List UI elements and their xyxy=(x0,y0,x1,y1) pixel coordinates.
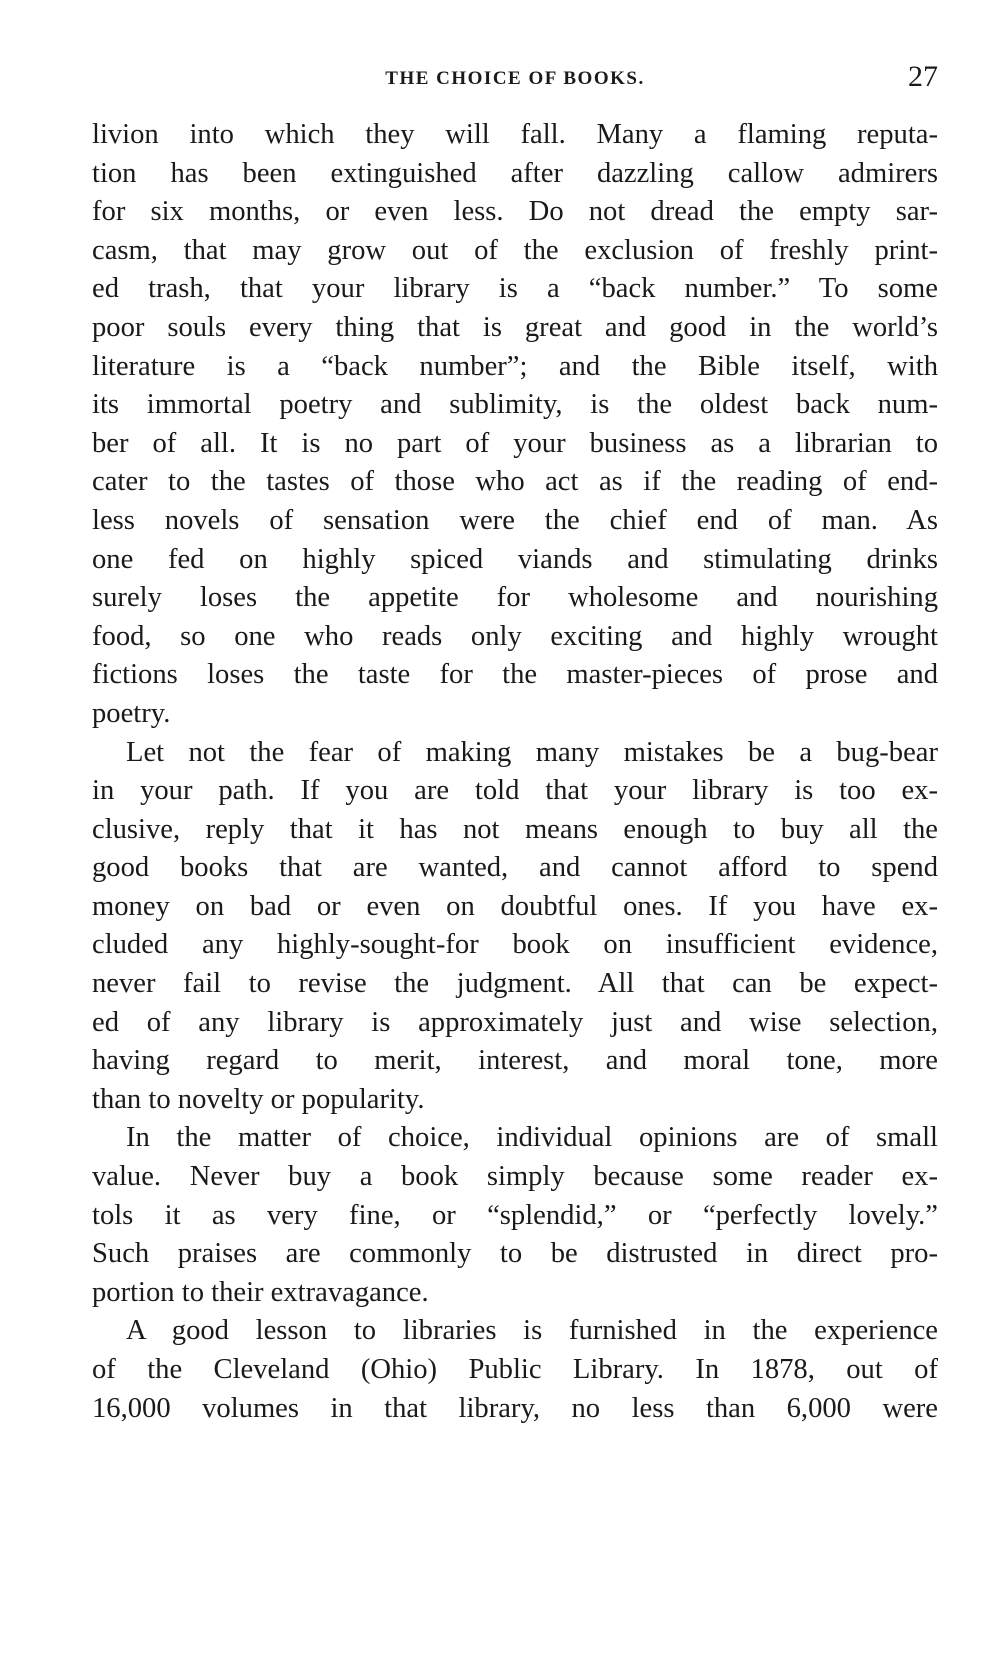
text-line: livion into which they will fall. Many a flaming reputa- xyxy=(92,119,938,150)
text-line: for six months, or even less. Do not dread the empty sar- xyxy=(92,196,938,228)
paragraph-first-line: A good lesson to libraries is furnished in the experience xyxy=(126,1315,938,1347)
text-line: money on bad or even on doubtful ones. If you have ex- xyxy=(92,890,938,922)
text-line: clusive, reply that it has not means enough to buy all the xyxy=(92,813,938,845)
text-line: food, so one who reads only exciting and highly wrought xyxy=(92,620,938,652)
text-line: ber of all. It is no part of your business as a librarian to xyxy=(92,427,938,459)
paragraph-first-line: In the matter of choice, individual opinions are of small xyxy=(126,1122,938,1154)
text-line: of the Cleveland (Ohio) Public Library. In 1878, out of xyxy=(92,1354,938,1385)
text-line: tion has been extinguished after dazzling callow admirers xyxy=(92,157,938,189)
running-title: THE CHOICE OF BOOKS. xyxy=(385,68,645,89)
text-line: 16,000 volumes in that library, no less than 6,000 were xyxy=(92,1392,938,1424)
text-line: good books that are wanted, and cannot afford to spend xyxy=(92,852,938,884)
text-line: in your path. If you are told that your library is too ex- xyxy=(92,775,938,807)
text-line: tols it as very fine, or “splendid,” or “perfectly lovely.” xyxy=(92,1199,938,1231)
text-line: surely loses the appetite for wholesome and nourishing xyxy=(92,582,938,614)
text-line: its immortal poetry and sublimity, is the oldest back num- xyxy=(92,389,938,421)
text-line: cluded any highly-sought-for book on insufficient evidence, xyxy=(92,929,938,961)
paragraph-end-line: than to novelty or popularity. xyxy=(92,1083,425,1115)
text-line: never fail to revise the judgment. All that can be expect- xyxy=(92,968,938,1000)
text-line: fictions loses the taste for the master-pieces of prose and xyxy=(92,659,938,691)
text-line: poor souls every thing that is great and good in the world’s xyxy=(92,311,938,343)
text-line: one fed on highly spiced viands and stimulating drinks xyxy=(92,543,938,575)
text-line: cater to the tastes of those who act as if the reading of end- xyxy=(92,466,938,498)
text-line: ed of any library is approximately just and wise selection, xyxy=(92,1006,938,1038)
running-head xyxy=(92,60,938,100)
text-line: casm, that may grow out of the exclusion of freshly print- xyxy=(92,234,938,266)
paragraph-end-line: portion to their extravagance. xyxy=(92,1276,429,1308)
text-line: less novels of sensation were the chief end of man. As xyxy=(92,504,938,536)
page-number: 27 xyxy=(908,60,938,93)
text-line: Such praises are commonly to be distrusted in direct pro- xyxy=(92,1238,938,1270)
paragraph-end-line: poetry. xyxy=(92,697,171,729)
text-line: value. Never buy a book simply because some reader ex- xyxy=(92,1161,938,1193)
paragraph-first-line: Let not the fear of making many mistakes be a bug-bear xyxy=(126,736,938,768)
text-line: ed trash, that your library is a “back number.” To some xyxy=(92,273,938,305)
body-text xyxy=(92,116,938,1428)
text-line: having regard to merit, interest, and moral tone, more xyxy=(92,1045,938,1077)
text-line: literature is a “back number”; and the Bible itself, with xyxy=(92,350,938,382)
